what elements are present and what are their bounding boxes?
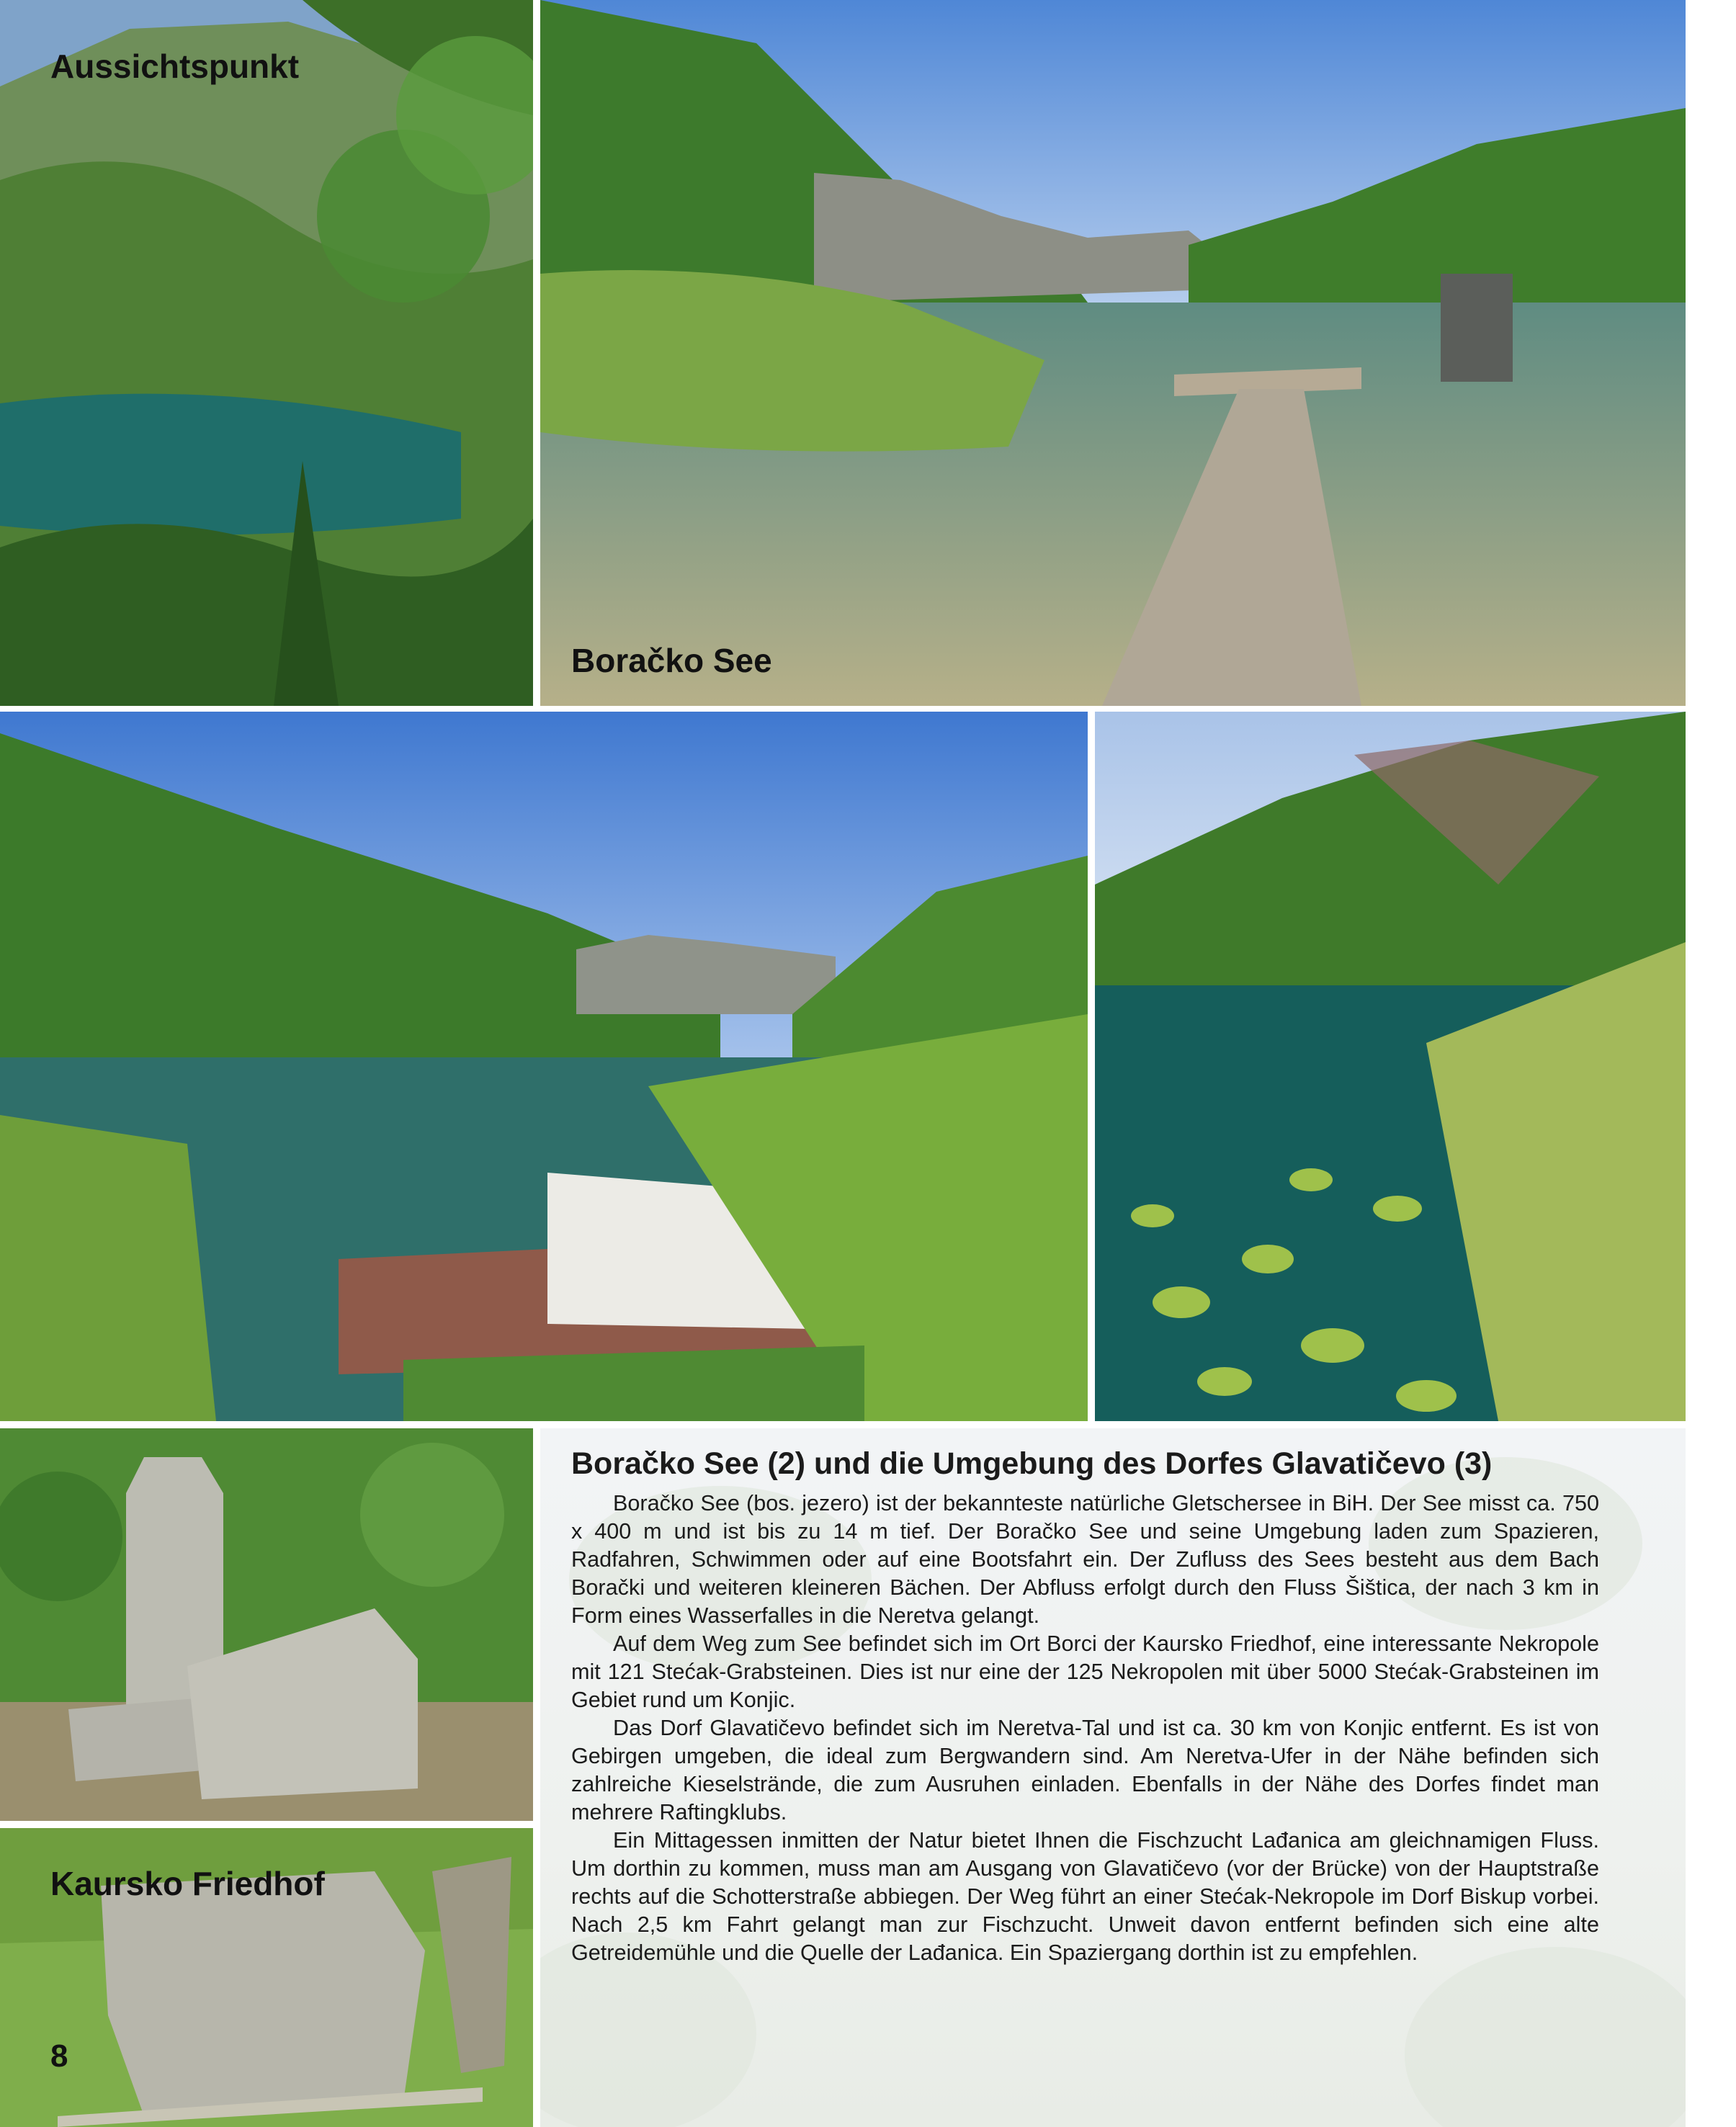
lake-pier-photo <box>540 0 1686 706</box>
lake-raft-photo <box>0 712 1088 1421</box>
article-paragraph: Boračko See (bos. jezero) ist der bekannteste natürliche Gletschersee in BiH. Der See misst ca. 750 x 400 m und ist bis zu 14 m tief. Der Boračko See und seine Umgebung laden zum Spazieren, Radfahren, Schwimmen oder auf eine Bootsfahrt ein. Der Zufluss des Sees besteht aus dem Bach Borački und weiteren kleineren Bächen. Der Abfluss erfolgt durch den Fluss Šištica, der nach 3 km in Form eines Wasserfalles in die Neretva gelangt. <box>571 1491 1599 1628</box>
article-title: Boračko See (2) und die Umgebung des Dorfes Glavatičevo (3) <box>571 1446 1493 1481</box>
caption-viewpoint: Aussichtspunkt <box>50 48 300 85</box>
page-number: 8 <box>50 2038 68 2074</box>
article-paragraph: Auf dem Weg zum See befindet sich im Ort Borci der Kaursko Friedhof, eine interessante Nekropole mit 121 Stećak-Grabsteinen. Dies ist nur eine der 125 Nekropolen mit über 5000 Stećak-Grabsteinen im Gebiet rund um Konjic. <box>571 1631 1599 1712</box>
background-leaf-decoration <box>1405 1947 1686 2127</box>
caption-cemetery: Kaursko Friedhof <box>50 1865 325 1902</box>
article-paragraph: Ein Mittagessen inmitten der Natur bietet Ihnen die Fischzucht Lađanica am gleichnamigen Fluss. Um dorthin zu kommen, muss man am Ausgang von Glavatičevo (vor der Brücke) von der Hauptstraße rechts auf die Schotterstraße abbiegen. Der Weg führt an einer Stećak-Nekropole im Dorf Biskup vorbei. Nach 2,5 km Fahrt gelangt man zur Fischzucht. Unweit davon entfernt befinden sich eine alte Getreidemühle und die Quelle der Lađanica. Ein Spaziergang dorthin ist zu empfehlen. <box>571 1828 1599 1965</box>
article-body <box>571 1490 1599 1967</box>
article-paragraph: Das Dorf Glavatičevo befindet sich im Neretva-Tal und ist ca. 30 km von Konjic entfernt. Es ist von Gebirgen umgeben, die ideal zum Bergwandern sind. Am Neretva-Ufer in der Nähe befinden sich zahlreiche Kieselstrände, die zum Ausruhen einladen. Ebenfalls in der Nähe des Dorfes findet man mehrere Raftingklubs. <box>571 1716 1599 1824</box>
viewpoint-photo <box>0 0 533 706</box>
water-lilies-photo <box>1095 712 1686 1421</box>
tombstones-photo <box>0 1428 533 1821</box>
caption-lake: Boračko See <box>571 642 772 679</box>
